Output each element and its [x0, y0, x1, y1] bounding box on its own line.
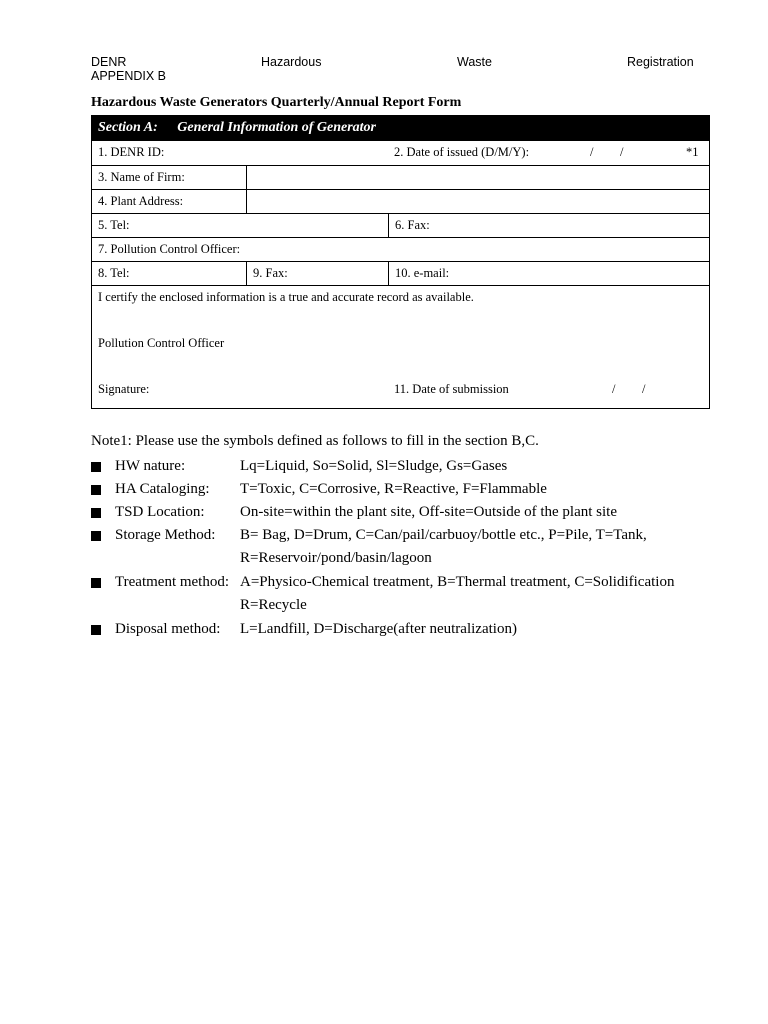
note-value-storage-method-1: B= Bag, D=Drum, C=Can/pail/carbuoy/bottle etc., P=Pile, T=Tank, [240, 527, 647, 543]
bullet-square-icon [91, 578, 101, 588]
note-value-ha-cataloging: T=Toxic, C=Corrosive, R=Reactive, F=Flammable [240, 481, 547, 497]
section-a-title: General Information of Generator [177, 120, 376, 135]
form-title: Hazardous Waste Generators Quarterly/Annual Report Form [91, 95, 462, 110]
bullet-square-icon [91, 508, 101, 518]
date-issued-field[interactable] [388, 141, 709, 165]
row-plant-address [92, 189, 709, 213]
date-note-marker: *1 [686, 145, 699, 159]
note-label-disposal-method: Disposal method: [115, 621, 221, 637]
signature-field[interactable] [250, 380, 380, 398]
fax-label: 6. Fax: [395, 218, 430, 232]
pco-label: 7. Pollution Control Officer: [98, 242, 241, 256]
pco-email-field[interactable] [388, 262, 709, 285]
note-label-ha-cataloging: HA Cataloging: [115, 481, 210, 497]
tel-field[interactable] [92, 214, 388, 237]
bullet-square-icon [91, 462, 101, 472]
tel-label: 5. Tel: [98, 218, 130, 232]
header-appendix: APPENDIX B [91, 69, 167, 83]
row-pco-contact [92, 261, 709, 285]
header-denr: DENR [91, 55, 127, 69]
note-intro: Note1: Please use the symbols defined as follows to fill in the section B,C. [91, 433, 539, 449]
plant-address-label-cell [92, 190, 246, 213]
date-issued-label: 2. Date of issued (D/M/Y): [394, 145, 530, 159]
date-issued-slash-1: / [590, 145, 594, 159]
note-value-disposal-method: L=Landfill, D=Discharge(after neutralization) [240, 621, 517, 637]
certification-block [92, 285, 709, 408]
name-of-firm-input[interactable] [246, 166, 709, 189]
section-a-header [92, 116, 709, 141]
note-value-storage-method-2: R=Reservoir/pond/basin/lagoon [240, 550, 432, 566]
row-pollution-control-officer [92, 237, 709, 261]
row-name-of-firm [92, 165, 709, 189]
section-a-label: Section A: [98, 120, 158, 135]
header-waste: Waste [457, 55, 492, 69]
pco-tel-label: 8. Tel: [98, 266, 130, 280]
plant-address-input[interactable] [246, 190, 709, 213]
certify-statement: I certify the enclosed information is a true and accurate record as available. [98, 290, 474, 304]
denr-id-label: 1. DENR ID: [98, 145, 165, 159]
pco-signature-label: Pollution Control Officer [98, 336, 225, 350]
plant-address-label: 4. Plant Address: [98, 194, 184, 208]
bullet-square-icon [91, 485, 101, 495]
pco-field[interactable] [92, 238, 709, 261]
signature-label: Signature: [98, 382, 150, 396]
bullet-square-icon [91, 531, 101, 541]
note-label-tsd-location: TSD Location: [115, 504, 205, 520]
date-issued-slash-2: / [620, 145, 624, 159]
date-submission-slash-1: / [612, 382, 616, 396]
pco-email-label: 10. e-mail: [395, 266, 450, 280]
bullet-square-icon [91, 625, 101, 635]
note-value-tsd-location: On-site=within the plant site, Off-site=Outside of the plant site [240, 504, 617, 520]
pco-fax-label: 9. Fax: [253, 266, 288, 280]
note-label-storage-method: Storage Method: [115, 527, 216, 543]
name-of-firm-label-cell [92, 166, 246, 189]
note-label-hw-nature: HW nature: [115, 458, 186, 474]
date-submission-label: 11. Date of submission [394, 382, 509, 396]
note-value-treatment-method-1: A=Physico-Chemical treatment, B=Thermal treatment, C=Solidification [240, 574, 675, 590]
header-registration: Registration [627, 55, 694, 69]
note-label-treatment-method: Treatment method: [115, 574, 230, 590]
section-a-table [91, 115, 710, 409]
row-denr-id [92, 141, 709, 165]
row-tel-fax [92, 213, 709, 237]
note-value-treatment-method-2: R=Recycle [240, 597, 307, 613]
pco-tel-field[interactable] [92, 262, 246, 285]
date-submission-slash-2: / [642, 382, 646, 396]
pco-fax-field[interactable] [246, 262, 388, 285]
note-value-hw-nature: Lq=Liquid, So=Solid, Sl=Sludge, Gs=Gases [240, 458, 508, 474]
fax-field[interactable] [388, 214, 709, 237]
name-of-firm-label: 3. Name of Firm: [98, 170, 185, 184]
header-hazardous: Hazardous [261, 55, 322, 69]
denr-id-field[interactable] [92, 141, 388, 165]
date-submission-field[interactable] [572, 380, 702, 398]
